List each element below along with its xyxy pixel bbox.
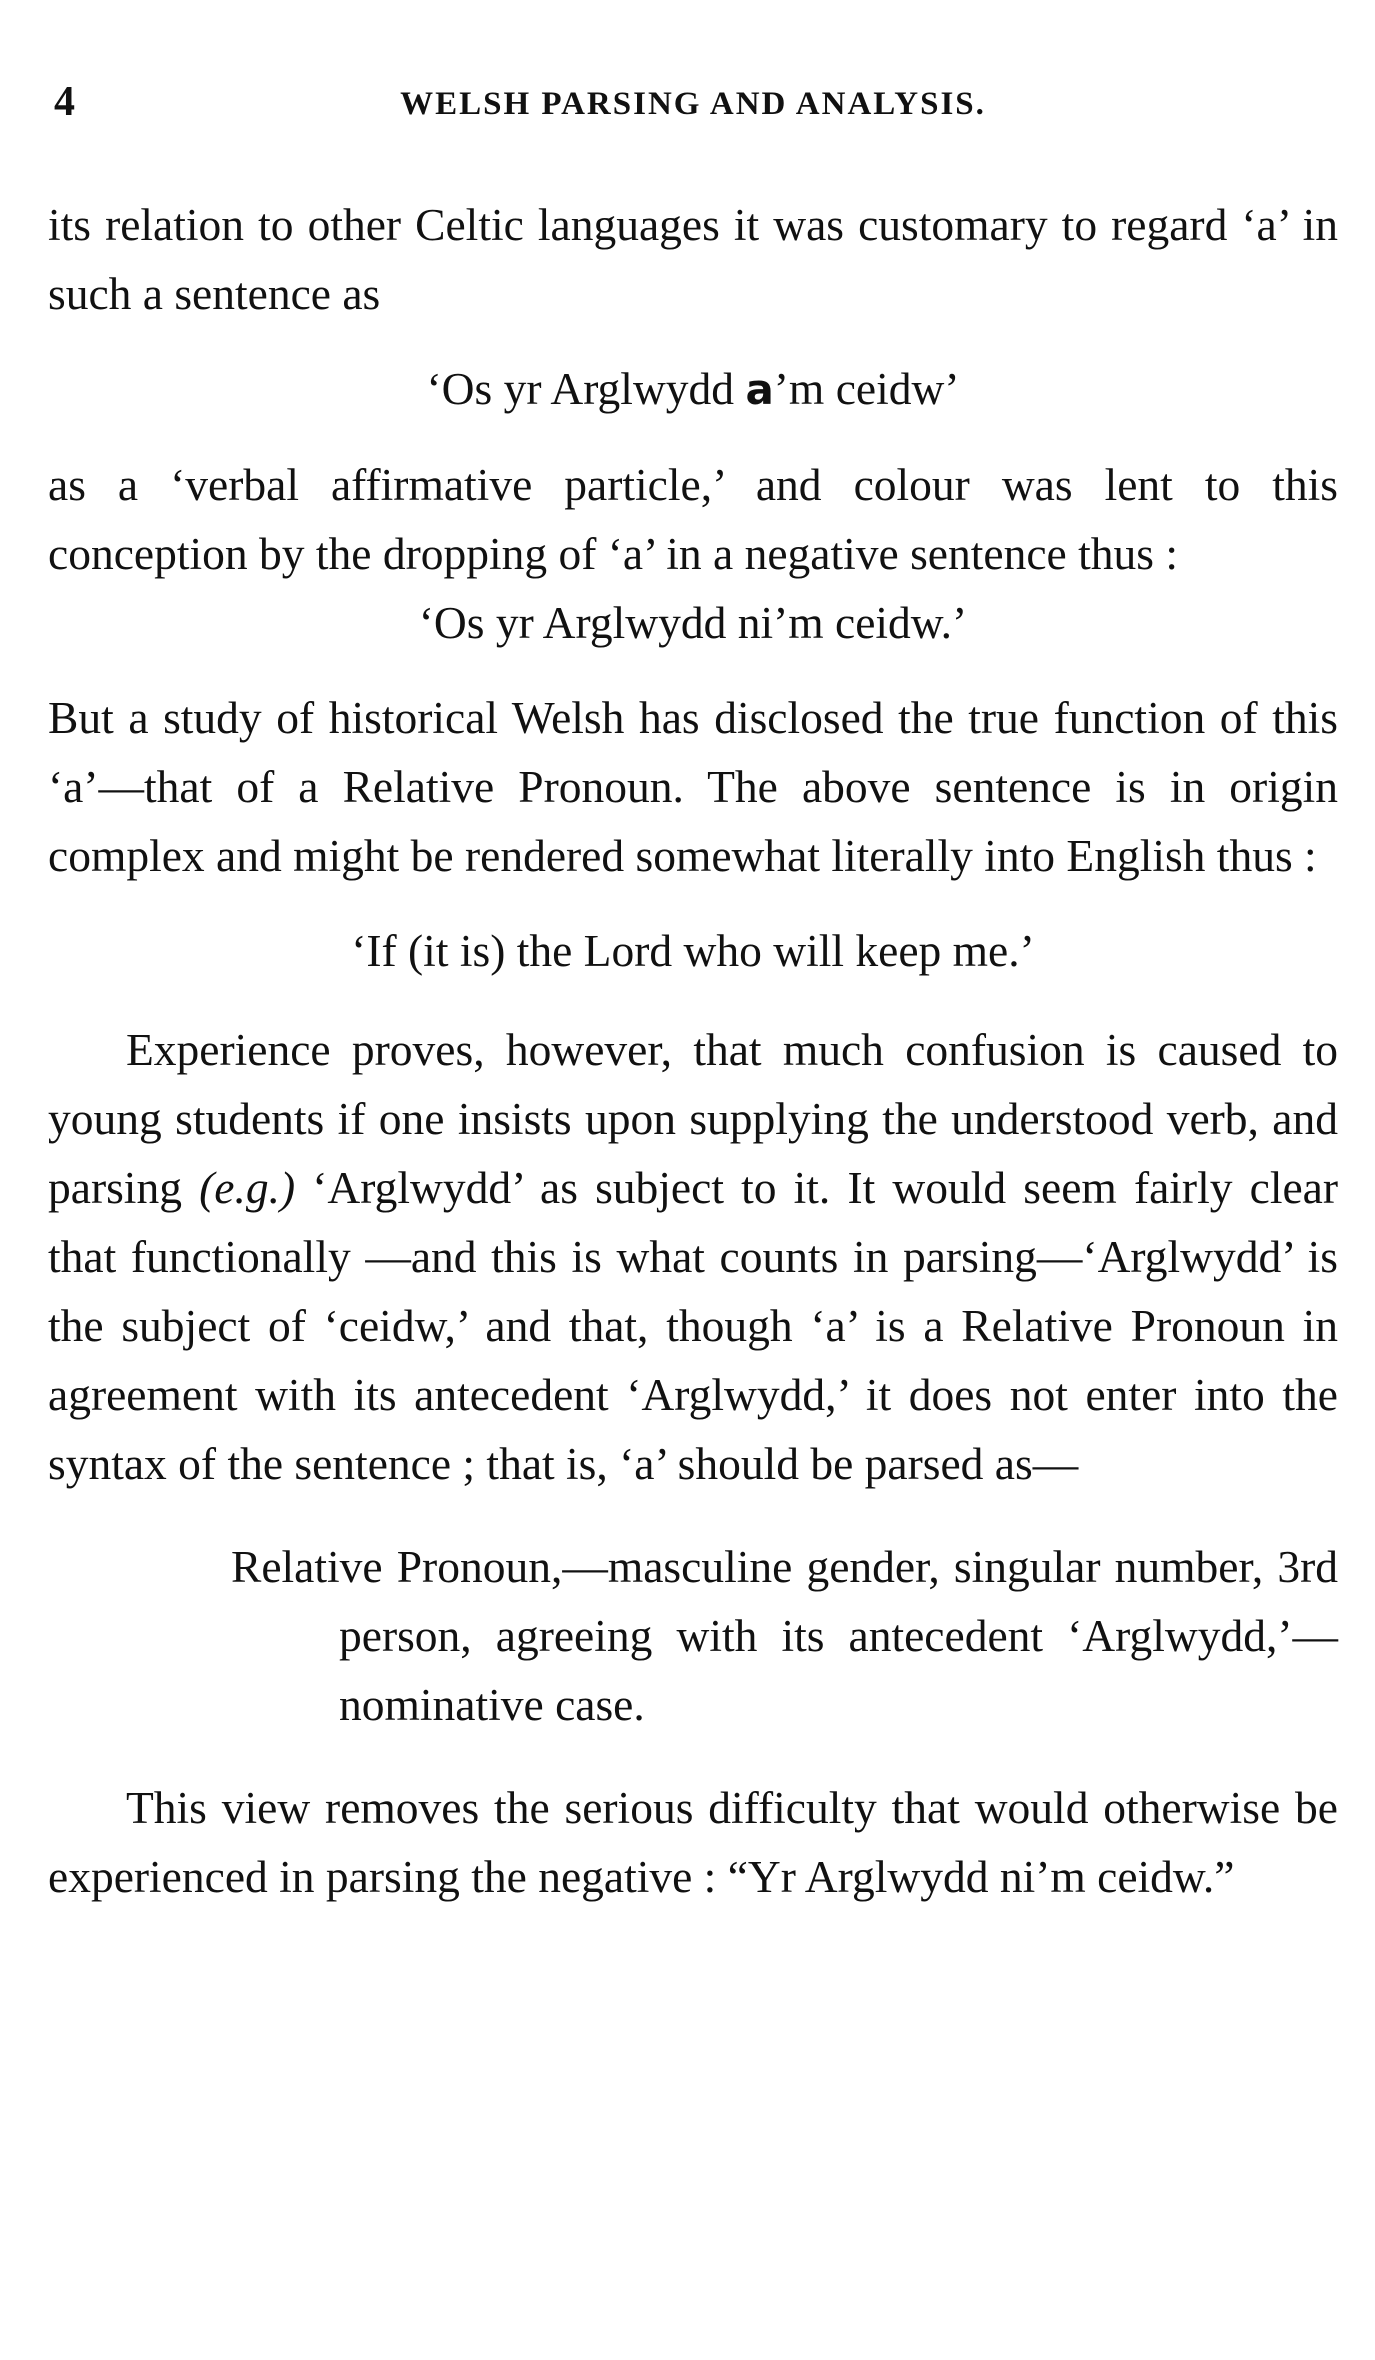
example-sentence-3: ‘If (it is) the Lord who will keep me.’ — [351, 925, 1035, 976]
paragraph-4-end: ‘Arglwydd’ as subject to it. It would seem fairly clear that functionally —and this is what counts in parsing—‘Arglwydd’ is the subject of ‘ceidw,’ and that, though ‘a’ is a Relative Pronoun in agreement with its antecedent ‘Arglwydd,’ it does not enter into the syntax of the sentence ; that is, ‘a’ should be parsed as— — [48, 1162, 1339, 1489]
example-sentence-1 — [48, 354, 1338, 424]
running-title: WELSH PARSING AND ANALYSIS. — [400, 86, 986, 122]
example-1-end: ’m ceidw’ — [773, 363, 960, 414]
parse-entry: Relative Pronoun,—masculine gender, singular number, 3rd person, agreeing with its antecedent ‘Arglwydd,’—nominative case. — [231, 1541, 1338, 1730]
example-sentence-2: ‘Os yr Arglwydd ni’m ceidw.’ — [418, 597, 968, 648]
example-1-start: ‘Os yr Arglwydd — [426, 363, 746, 414]
paragraph-3: But a study of historical Welsh has disclosed the true function of this ‘a’—that of a Relative Pronoun. The above sentence is in origin complex and might be rendered somewhat literally into English thus : — [48, 692, 1338, 881]
paragraph-4-italic-eg: (e.g.) — [199, 1162, 296, 1213]
paragraph-2: as a ‘verbal affirmative particle,’ and colour was lent to this conception by the dropping of ‘a’ in a negative sentence thus : — [48, 459, 1338, 579]
example-1-relative-a: a — [745, 365, 774, 414]
paragraph-1: its relation to other Celtic languages it was customary to regard ‘a’ in such a sentence as — [48, 199, 1338, 319]
paragraph-5: This view removes the serious difficulty that would otherwise be experienced in parsing the negative : “Yr Arglwydd ni’m ceidw.” — [48, 1782, 1338, 1902]
page-number: 4 — [54, 79, 75, 125]
body-text — [48, 190, 1338, 1911]
paragraph-4 — [48, 1015, 1338, 1498]
paragraph-4-start: Experience proves, however, that much confusion is caused to young students if one insists upon supplying the understood verb, and parsing — [48, 1024, 1338, 1213]
page-header — [48, 78, 1338, 138]
